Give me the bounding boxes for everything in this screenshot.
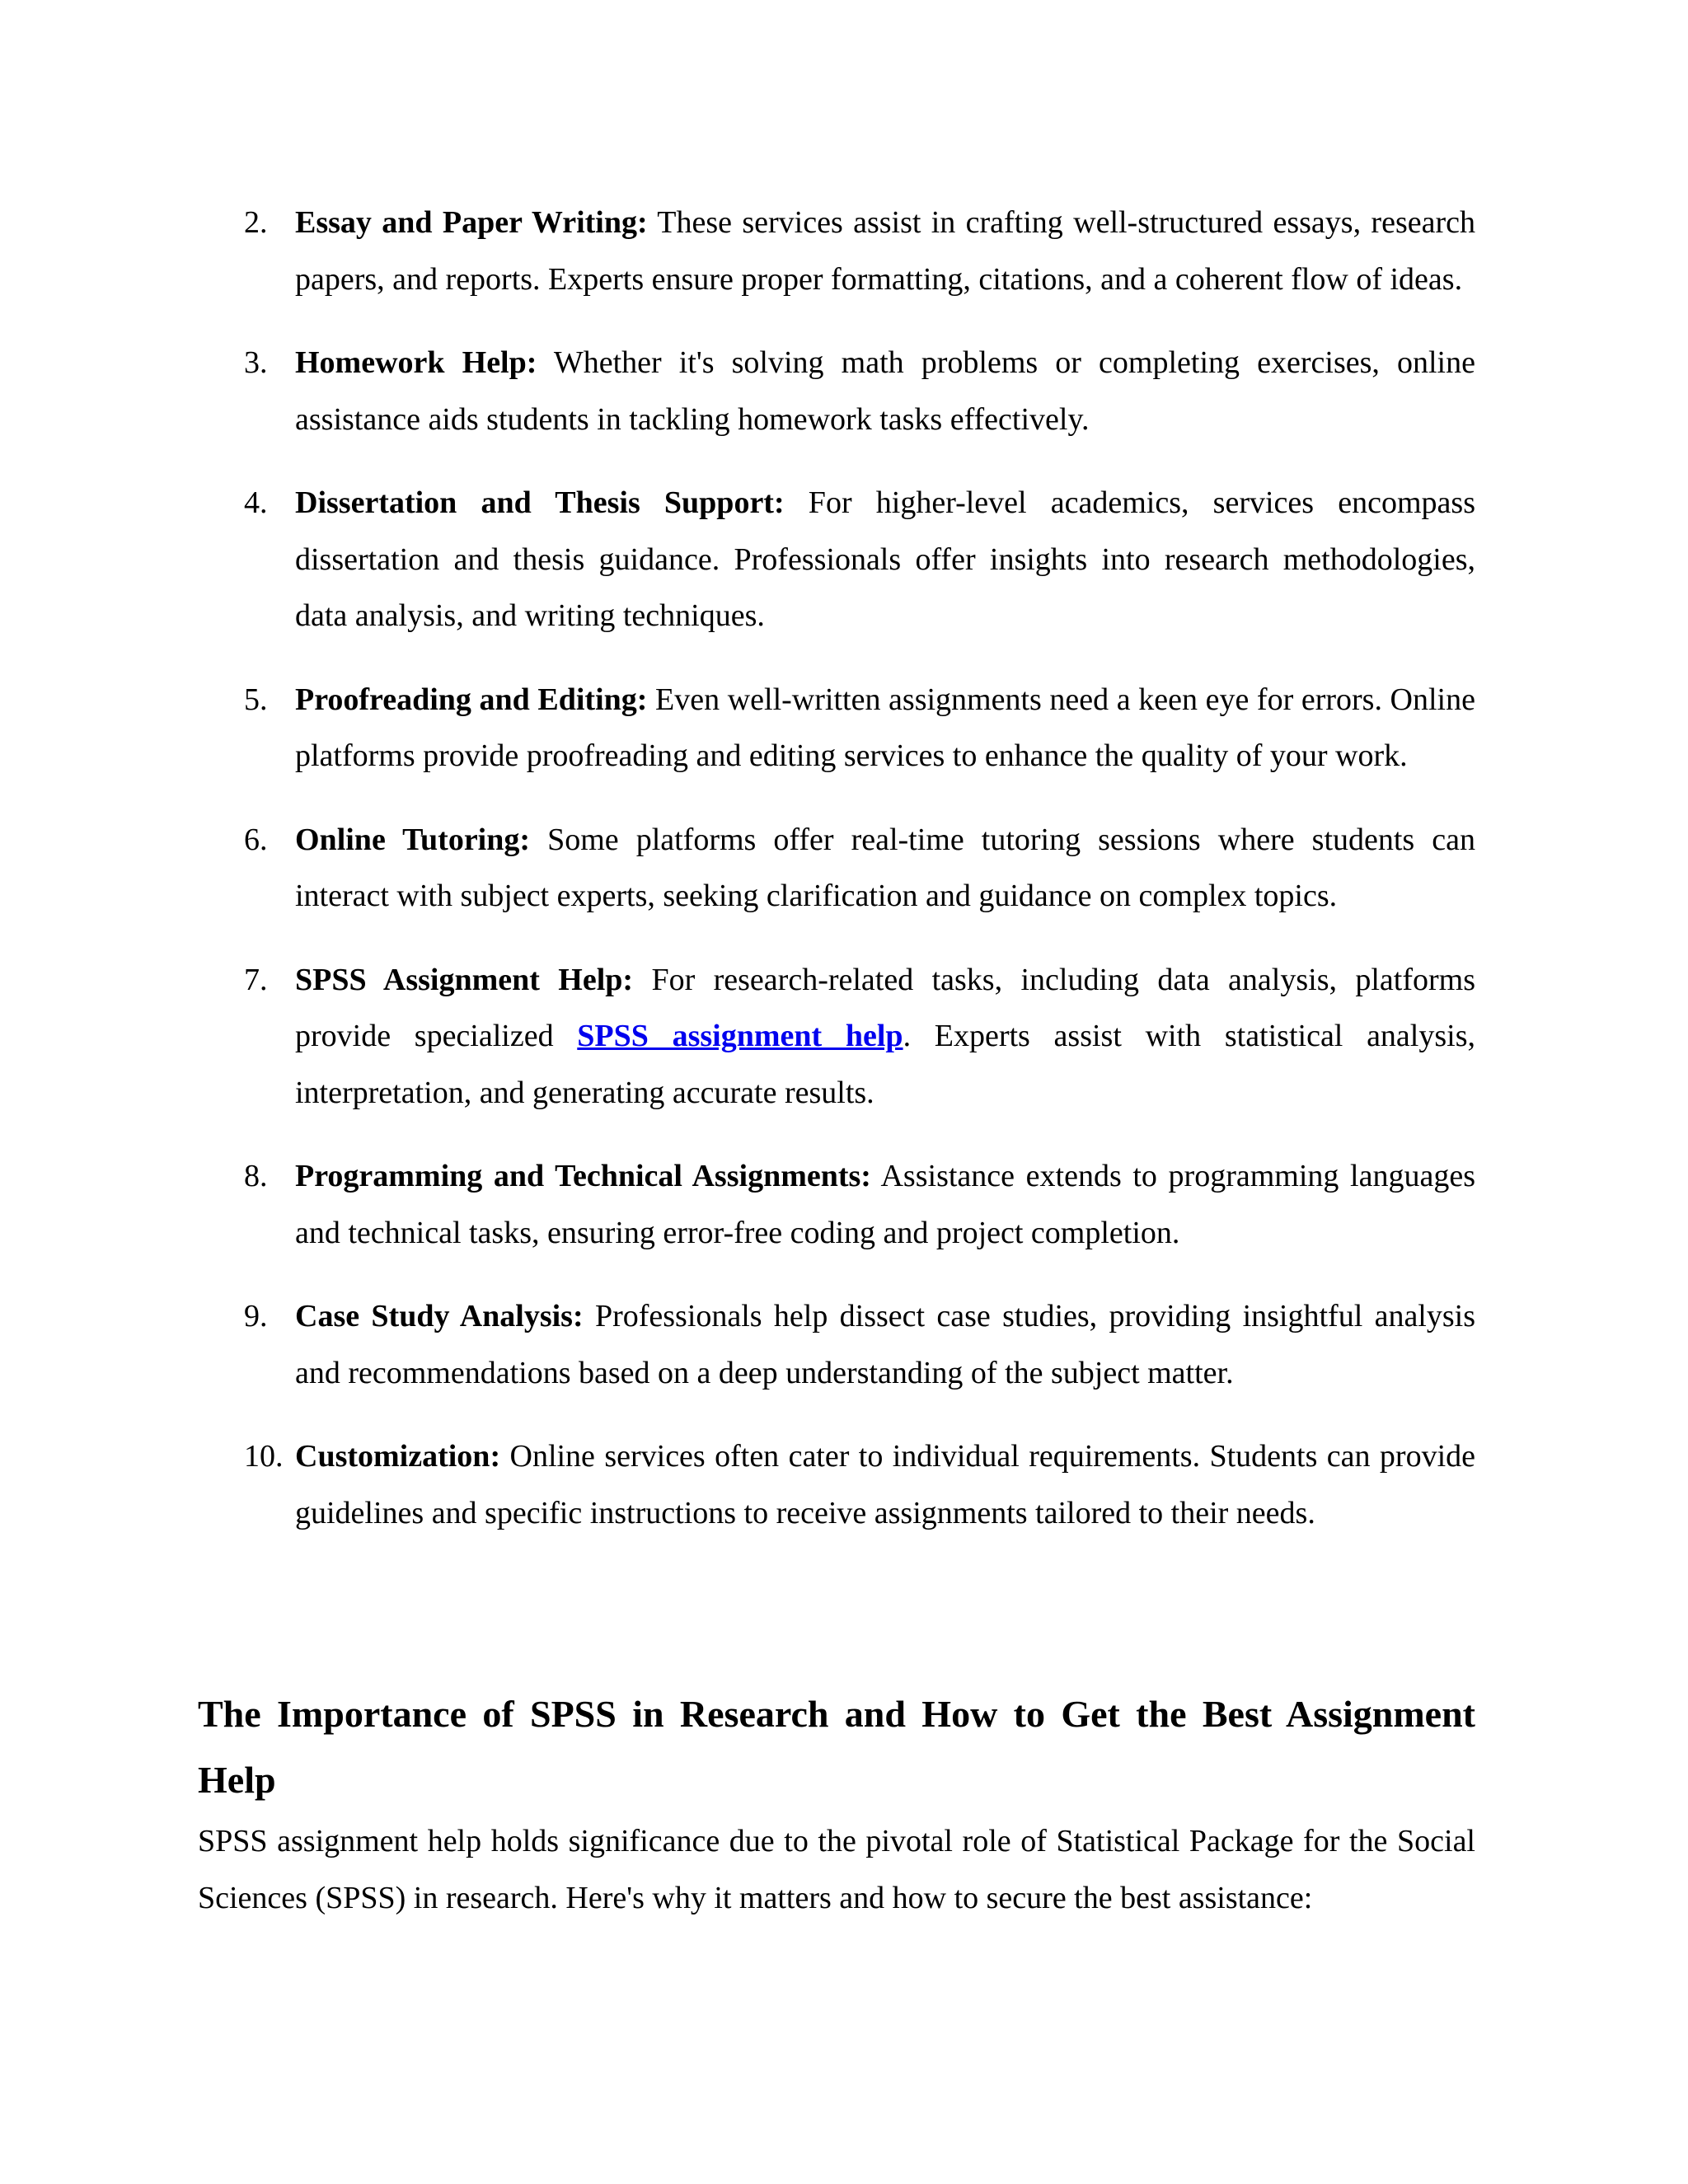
list-item-case-study-analysis [198, 1288, 1475, 1401]
list-item-number: 5. [244, 682, 268, 717]
services-list [198, 194, 1475, 1568]
list-item-text: Assistance extends to programming languages and technical tasks, ensuring error-free coding and project completion. [295, 1159, 1475, 1250]
list-item-number: 9. [244, 1299, 268, 1333]
list-item-title: Proofreading and Editing: [295, 682, 648, 717]
spss-assignment-help-link[interactable]: SPSS assignment help [577, 1019, 903, 1053]
list-item-number: 4. [244, 485, 268, 520]
list-item-text-before-link: For research-related tasks, including data analysis, platforms provide specialized [295, 962, 1476, 1053]
list-item-number: 6. [244, 822, 268, 857]
list-item-title: Dissertation and Thesis Support: [295, 485, 785, 520]
list-item-text-after-link: . Experts assist with statistical analysis, interpretation, and generating accurate results. [295, 1019, 1475, 1110]
list-item-number: 3. [244, 345, 268, 380]
list-item-title: Customization: [295, 1439, 501, 1474]
list-item-title: Homework Help: [295, 345, 537, 380]
list-item-number: 2. [244, 205, 268, 240]
list-item-title: Essay and Paper Writing: [295, 205, 648, 240]
list-item-text: Professionals help dissect case studies, providing insightful analysis and recommendations based on a deep understanding of the subject matter. [295, 1299, 1475, 1390]
list-item-essay-writing [198, 194, 1475, 307]
list-item-title: Case Study Analysis: [295, 1299, 584, 1333]
list-item-number: 8. [244, 1159, 268, 1193]
list-item-number: 10. [244, 1439, 284, 1474]
list-item-text: Even well-written assignments need a keen eye for errors. Online platforms provide proofreading and editing services to enhance the quality of your work. [295, 682, 1475, 773]
list-item-text: Online services often cater to individual requirements. Students can provide guidelines and specific instructions to receive assignments tailored to their needs. [295, 1439, 1475, 1530]
list-item-online-tutoring [198, 812, 1475, 925]
list-item-title: Programming and Technical Assignments: [295, 1159, 871, 1193]
section-paragraph: SPSS assignment help holds significance due to the pivotal role of Statistical Package for the Social Sciences (SPSS) in research. Here's why it matters and how to secure the best assistance: [198, 1824, 1475, 1915]
list-item-text: Whether it's solving math problems or completing exercises, online assistance aids students in tackling homework tasks effectively. [295, 345, 1475, 437]
list-item-text: These services assist in crafting well-structured essays, research papers, and reports. Experts ensure proper formatting, citations, and a coherent flow of ideas. [295, 205, 1475, 297]
list-item-spss-assignment-help [198, 952, 1475, 1122]
spss-importance-section [198, 1681, 1475, 1926]
list-item-proofreading [198, 672, 1475, 785]
section-heading: The Importance of SPSS in Research and How to Get the Best Assignment Help [198, 1693, 1475, 1801]
list-item-text: Some platforms offer real-time tutoring sessions where students can interact with subject experts, seeking clarification and guidance on complex topics. [295, 822, 1475, 913]
list-item-title: SPSS Assignment Help: [295, 962, 634, 997]
list-item-customization [198, 1428, 1475, 1541]
list-item-programming-assignments [198, 1148, 1475, 1261]
list-item-title: Online Tutoring: [295, 822, 531, 857]
list-item-homework-help [198, 335, 1475, 448]
list-item-dissertation-support [198, 475, 1475, 644]
list-item-text: For higher-level academics, services encompass dissertation and thesis guidance. Professionals offer insights into research methodologies, data analysis, and writing techniques. [295, 485, 1475, 633]
list-item-number: 7. [244, 962, 268, 997]
